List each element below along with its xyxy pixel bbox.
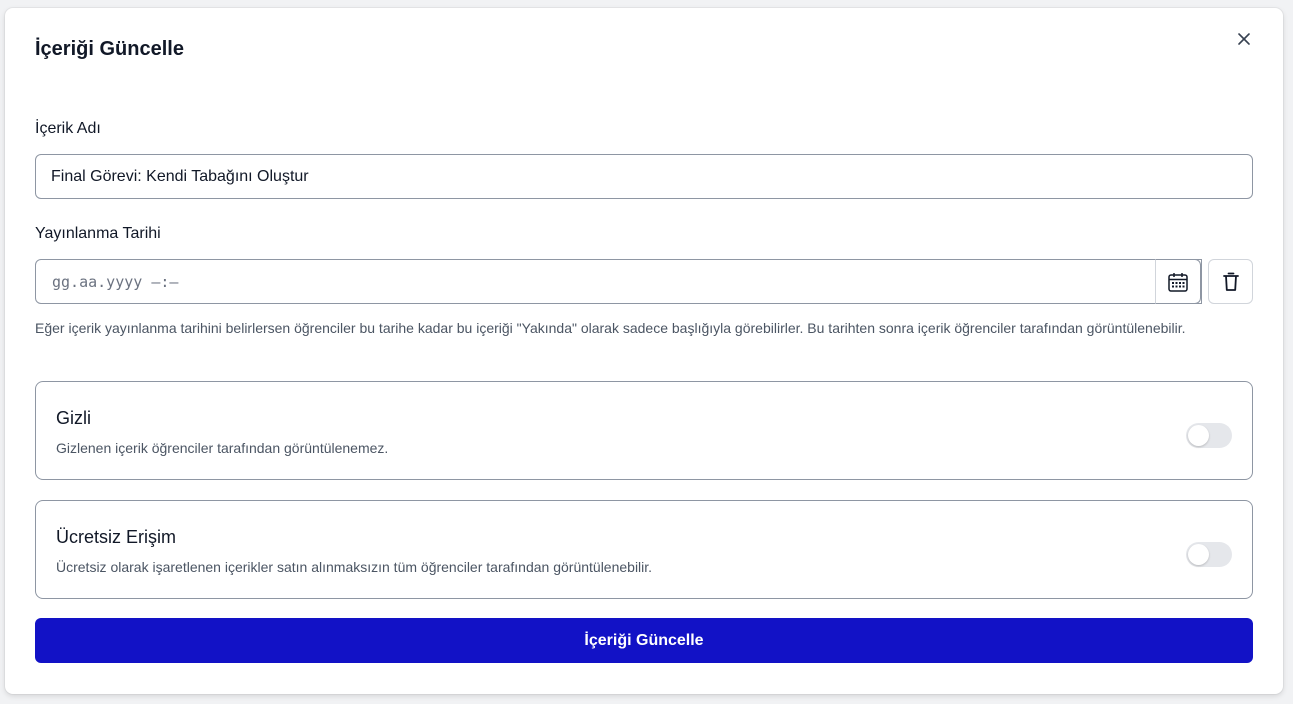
publish-date-placeholder: gg.aa.yyyy —:— [52,272,179,291]
free-access-option-description: Ücretsiz olarak işaretlenen içerikler satın alınmaksızın tüm öğrenciler tarafından görüntülenebilir. [56,559,653,575]
close-icon[interactable] [1235,30,1253,48]
calendar-button[interactable] [1155,259,1201,304]
free-access-option-title: Ücretsiz Erişim [56,527,176,547]
delete-date-button[interactable] [1208,259,1253,304]
publish-date-help-text: Eğer içerik yayınlanma tarihini belirlersen öğrenciler bu tarihe kadar bu içeriği "Yakında" olarak sadece başlığıyla görebilirler. Bu tarihten sonra içerik öğrenciler tarafından görüntülenebilir. [35,320,1186,336]
toggle-knob [1188,544,1209,565]
hidden-option-description: Gizlenen içerik öğrenciler tarafından görüntülenemez. [56,440,389,456]
hidden-option-title: Gizli [56,408,91,428]
hidden-option-card [35,381,1253,480]
content-name-input[interactable] [35,154,1253,199]
publish-date-input[interactable] [35,259,1202,304]
toggle-knob [1188,425,1209,446]
free-access-option-card [35,500,1253,599]
calendar-icon [1167,271,1189,293]
free-access-toggle[interactable] [1186,542,1232,567]
update-content-button[interactable]: İçeriği Güncelle [35,618,1253,663]
trash-icon [1222,272,1240,292]
update-content-modal [5,8,1283,694]
hidden-toggle[interactable] [1186,423,1232,448]
content-name-label: İçerik Adı [35,120,101,137]
publish-date-label: Yayınlanma Tarihi [35,225,161,242]
modal-title: İçeriği Güncelle [35,38,184,60]
